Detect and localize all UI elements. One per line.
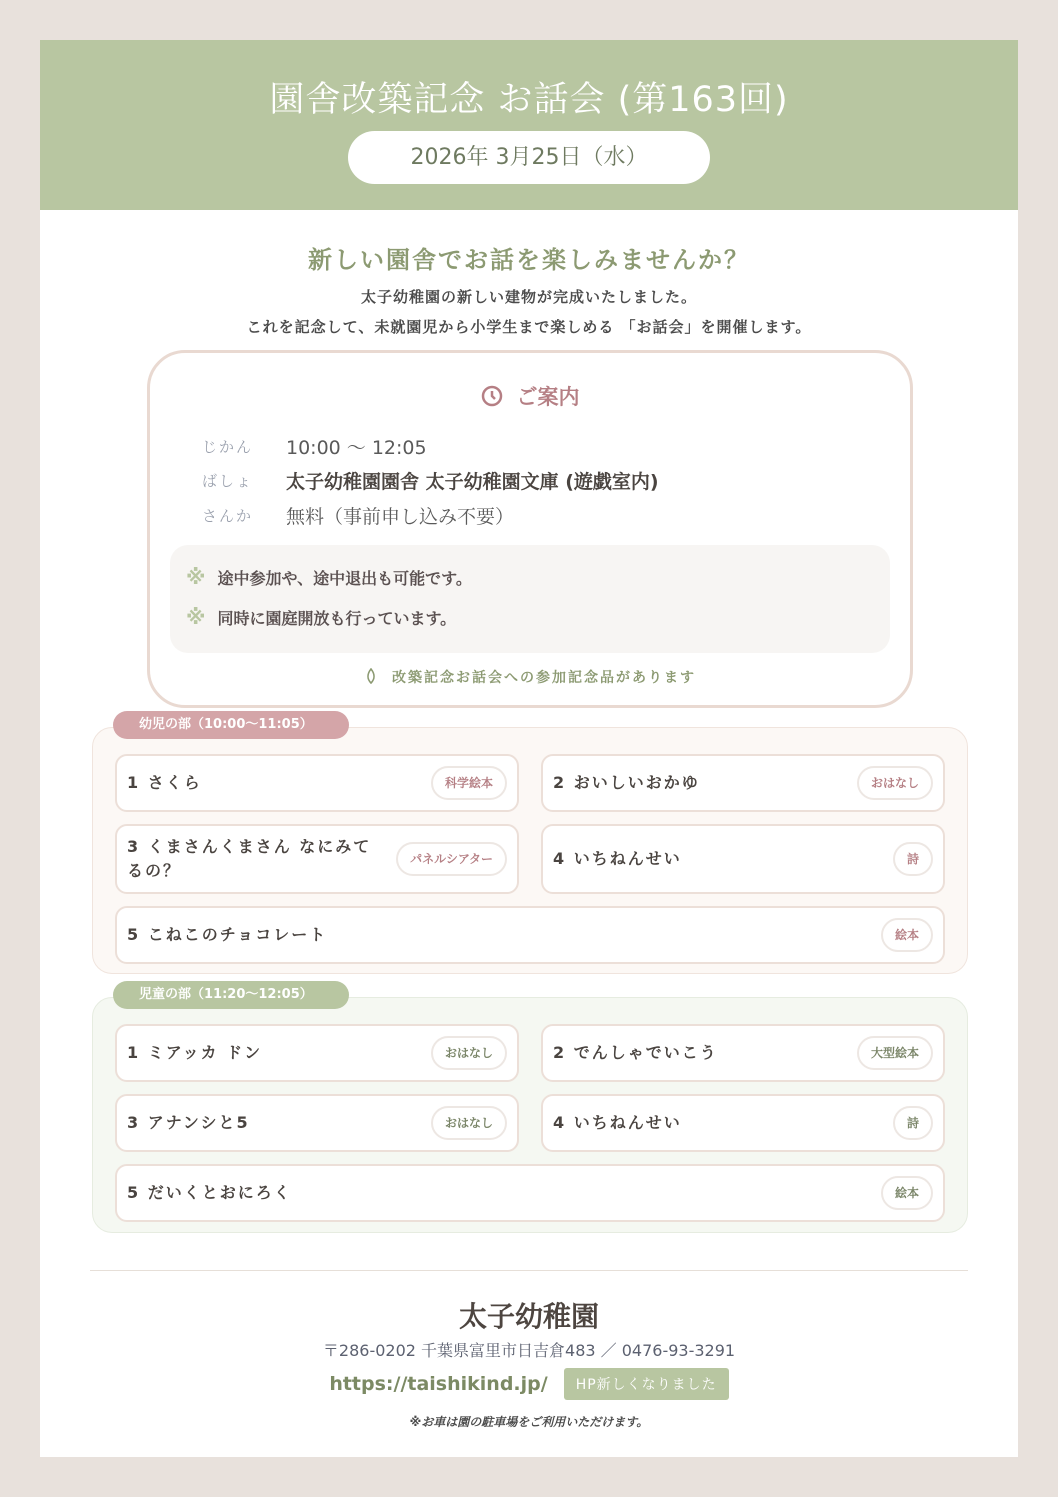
program-type-tag: パネルシアター [396,842,507,876]
program-type-tag: 詩 [893,1106,933,1140]
program-title: 1 さくら [127,773,202,792]
lead-heading: 新しい園舎でお話を楽しみませんか？ [308,246,750,274]
info-row-place [202,467,659,494]
parking-note: ※お車は園の駐車場をご利用いただけます。 [409,1415,649,1429]
kids-section [92,717,968,974]
program-type-tag: 絵本 [881,918,933,952]
info-key: ばしょ [202,472,254,490]
program-item [541,824,945,894]
program-item [115,1024,519,1082]
info-key: じかん [202,438,254,456]
intro-line-2: これを記念して、未就園児から小学生まで楽しめる 「お話会」を開催します。 [246,318,812,336]
note [186,605,456,629]
gift-text: 改築記念お話会への参加記念品があります [392,670,696,686]
flyer-page [40,40,1018,1457]
note [186,565,472,589]
kids-section-label: 幼児の部（10:00～11:05） [113,711,349,739]
program-title: 4 いちねんせい [553,1113,682,1132]
program-title: 2 でんしゃでいこう [553,1043,718,1062]
info-row-fee [202,502,514,529]
hp-new-badge: HP新しくなりました [564,1368,729,1400]
info-row-time [202,433,427,460]
intro-line-1: 太子幼稚園の新しい建物が完成いたしました。 [360,288,697,306]
program-type-tag: おはなし [431,1106,507,1140]
reference-mark-icon: ※ [186,565,206,589]
info-value: 10:00 ～ 12:05 [286,437,427,459]
notes-box [170,545,890,653]
gift-note [150,667,910,687]
info-key: さんか [202,507,254,525]
program-item [115,906,945,964]
program-item [541,1024,945,1082]
program-title: 2 おいしいおかゆ [553,773,700,792]
website-link[interactable]: https://taishikind.jp/ [329,1373,548,1395]
program-type-tag: 大型絵本 [857,1036,933,1070]
program-item [541,754,945,812]
program-title: 3 くまさんくまさん なにみてるの？ [127,837,372,880]
info-heading: ご案内 [516,385,580,409]
reference-mark-icon: ※ [186,605,206,629]
program-item [115,754,519,812]
info-value: 無料（事前申し込み不要） [286,506,515,528]
info-value: 太子幼稚園園舎 太子幼稚園文庫 (遊戯室内) [286,471,659,493]
program-type-tag: 科学絵本 [431,766,507,800]
program-title: 3 アナンシと5 [127,1113,250,1132]
address: 〒286-0202 千葉県富里市日吉倉483 ／ 0476-93-3291 [322,1341,736,1360]
program-item [115,1164,945,1222]
children-section [92,987,968,1233]
leaf-icon [364,668,378,684]
program-title: 4 いちねんせい [553,849,682,868]
program-type-tag: 絵本 [881,1176,933,1210]
program-title: 1 ミアッカ ドン [127,1043,263,1062]
header-banner [40,40,1018,210]
organization-name: 太子幼稚園 [458,1300,599,1333]
program-title: 5 こねこのチョコレート [127,925,328,944]
program-item [115,824,519,894]
program-type-tag: おはなし [431,1036,507,1070]
event-date: 2026年 3月25日（水） [348,131,710,184]
program-item [541,1094,945,1152]
program-type-tag: おはなし [857,766,933,800]
note-text: 途中参加や、途中退出も可能です。 [217,569,472,588]
children-section-label: 児童の部（11:20～12:05） [113,981,349,1009]
divider [90,1270,968,1271]
note-text: 同時に園庭開放も行っています。 [217,609,457,628]
program-title: 5 だいくとおにろく [127,1183,292,1202]
program-type-tag: 詩 [893,842,933,876]
info-card [147,350,913,708]
web-row [40,1368,1018,1400]
program-item [115,1094,519,1152]
event-title: 園舎改築記念 お話会 (第163回) [269,80,789,120]
clock-icon [481,385,503,407]
